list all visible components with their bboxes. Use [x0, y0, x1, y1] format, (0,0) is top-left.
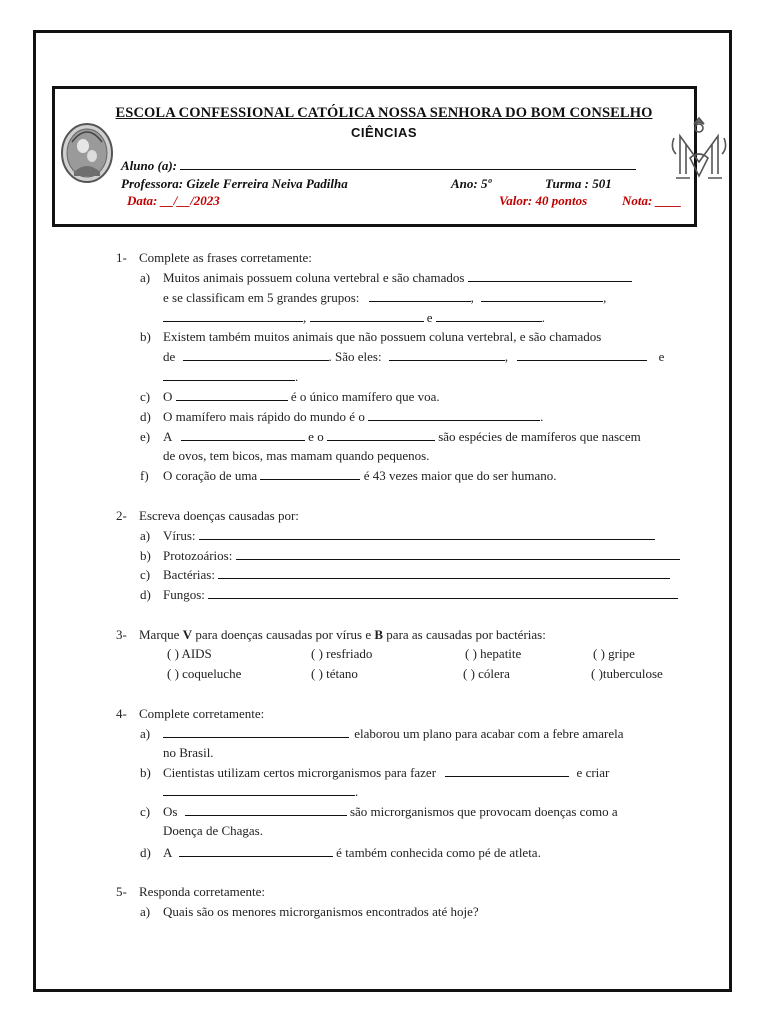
answer-blank[interactable]	[181, 429, 305, 441]
answer-blank[interactable]	[199, 528, 655, 540]
disease-category-label: Bactérias:	[163, 567, 215, 582]
question-number: 4-	[116, 706, 127, 721]
answer-blank[interactable]	[163, 784, 355, 796]
q4b-text-part: Cientistas utilizam certos microrganismos para fazer	[163, 765, 437, 780]
option-aids[interactable]: ( ) AIDS	[167, 646, 212, 661]
q2a-row	[163, 528, 655, 544]
disease-category-label: Protozoários:	[163, 548, 233, 563]
score-value: Valor: 40 pontos	[499, 193, 588, 208]
item-letter: f)	[140, 468, 149, 483]
q1b-text-line3: .	[163, 369, 298, 385]
q1a-text-part: e se classificam em 5 grandes grupos:	[163, 290, 360, 305]
item-letter: e)	[140, 429, 151, 444]
q1c-text-part: é o único mamífero que voa.	[290, 389, 440, 404]
answer-blank[interactable]	[179, 845, 333, 857]
q1b-text-part: de	[163, 349, 176, 364]
answer-blank[interactable]	[436, 310, 542, 322]
option-gripe[interactable]: ( ) gripe	[593, 646, 635, 661]
q1f-text-part: O coração de uma	[163, 468, 258, 483]
answer-blank[interactable]	[163, 726, 349, 738]
question-number: 5-	[116, 884, 127, 899]
question-number: 2-	[116, 508, 127, 523]
question-title-part: para as causadas por bactérias:	[386, 627, 546, 642]
answer-blank[interactable]	[208, 587, 678, 599]
item-letter: a)	[140, 270, 151, 285]
item-letter: d)	[140, 409, 151, 424]
answer-blank[interactable]	[327, 429, 435, 441]
item-letter: c)	[140, 567, 151, 582]
q4c-text-part: são microrganismos que provocam doenças como a	[349, 804, 618, 819]
answer-blank[interactable]	[310, 310, 424, 322]
option-hepatite[interactable]: ( ) hepatite	[465, 646, 522, 661]
disease-category-label: Fungos:	[163, 587, 205, 602]
q4a-text-line2: no Brasil.	[163, 745, 214, 760]
answer-blank[interactable]	[236, 548, 680, 560]
question-number: 3-	[116, 627, 127, 642]
virus-marker: V	[182, 627, 193, 642]
q4c-text	[163, 804, 618, 820]
item-letter: d)	[140, 587, 151, 602]
question-title	[139, 627, 546, 643]
question-title-part: para doenças causadas por vírus e	[195, 627, 372, 642]
q4d-text	[163, 845, 541, 861]
item-letter: a)	[140, 528, 151, 543]
q1a-text-part: Muitos animais possuem coluna vertebral e são chamados	[163, 270, 465, 285]
q1d-text-part: O mamífero mais rápido do mundo é o	[163, 409, 365, 424]
q1e-text	[163, 429, 641, 445]
item-letter: d)	[140, 845, 151, 860]
conjunction: e	[426, 310, 433, 325]
question-title: Responda corretamente:	[139, 884, 265, 899]
q4b-text-part: e criar	[576, 765, 610, 780]
q4c-text-line2: Doença de Chagas.	[163, 823, 263, 838]
answer-blank[interactable]	[368, 409, 540, 421]
option-resfriado[interactable]: ( ) resfriado	[311, 646, 373, 661]
answer-blank[interactable]	[468, 270, 632, 282]
answer-blank[interactable]	[481, 290, 603, 302]
q1e-text-part: são espécies de mamíferos que nascem	[438, 429, 641, 444]
q1e-text-part: e o	[308, 429, 324, 444]
q2c-row	[163, 567, 670, 583]
q4c-text-part: Os	[163, 804, 178, 819]
q1c-text	[163, 389, 440, 405]
answer-blank[interactable]	[183, 349, 329, 361]
answer-blank[interactable]	[163, 310, 303, 322]
answer-blank[interactable]	[163, 369, 295, 381]
answer-blank[interactable]	[176, 389, 288, 401]
option-coqueluche[interactable]: ( ) coqueluche	[167, 666, 242, 681]
answer-blank[interactable]	[218, 567, 670, 579]
item-letter: a)	[140, 726, 151, 741]
option-tuberculose[interactable]: ( )tuberculose	[591, 666, 663, 681]
question-number: 1-	[116, 250, 127, 265]
question-title-part: Marque	[139, 627, 180, 642]
q4a-text	[163, 726, 624, 742]
grade-field[interactable]: Nota: ____	[622, 193, 682, 208]
question-title: Complete as frases corretamente:	[139, 250, 312, 265]
q4a-text-part: elaborou um plano para acabar com a febre amarela	[354, 726, 624, 741]
answer-blank[interactable]	[517, 349, 647, 361]
q1b-text-line2: de . São eles: , e	[163, 349, 665, 364]
item-letter: a)	[140, 904, 151, 919]
q4b-text-line2: .	[163, 784, 358, 800]
q1a-text	[163, 270, 632, 286]
item-letter: b)	[140, 329, 151, 344]
bacteria-marker: B	[374, 627, 384, 642]
q1f-text-part: é 43 vezes maior que do ser humano.	[363, 468, 557, 483]
q1e-text-line2: de ovos, tem bicos, mas mamam quando pequenos.	[163, 448, 430, 463]
question-title: Complete corretamente:	[139, 706, 265, 721]
q2b-row	[163, 548, 680, 564]
answer-blank[interactable]	[185, 804, 347, 816]
answer-blank[interactable]	[369, 290, 471, 302]
school-name: ESCOLA CONFESSIONAL CATÓLICA NOSSA SENHORA DO BOM CONSELHO	[115, 105, 653, 121]
teacher-name: Professora: Gizele Ferreira Neiva Padilha	[121, 176, 348, 191]
date-field[interactable]: Data: __/__/2023	[127, 193, 220, 208]
option-tetano[interactable]: ( ) tétano	[311, 666, 358, 681]
answer-blank[interactable]	[445, 765, 569, 777]
q4d-text-part: A	[163, 845, 172, 860]
q1c-text-part: O	[163, 389, 173, 404]
q1d-text: O mamífero mais rápido do mundo é o .	[163, 409, 544, 424]
grade-year: Ano: 5º	[451, 176, 492, 191]
answer-blank[interactable]	[260, 468, 360, 480]
subject-title: CIÊNCIAS	[350, 125, 418, 140]
student-name-field[interactable]	[180, 158, 636, 170]
student-name-row	[121, 158, 636, 174]
q1a-text-line2: e se classificam em 5 grandes grupos: , ,	[163, 290, 607, 305]
class-number: Turma : 501	[545, 176, 612, 191]
disease-category-label: Vírus:	[163, 528, 196, 543]
item-letter: b)	[140, 765, 151, 780]
student-label: Aluno (a):	[121, 158, 177, 173]
item-letter: b)	[140, 548, 151, 563]
q1e-text-part: A	[163, 429, 172, 444]
answer-blank[interactable]	[389, 349, 505, 361]
option-colera[interactable]: ( ) cólera	[463, 666, 510, 681]
q1a-text-line3: , e .	[163, 310, 545, 326]
q4b-text	[163, 765, 609, 781]
q1f-text	[163, 468, 556, 484]
q5a-text: Quais são os menores microrganismos encontrados até hoje?	[163, 904, 479, 919]
item-letter: c)	[140, 389, 151, 404]
conjunction: e	[658, 349, 665, 364]
question-title: Escreva doenças causadas por:	[139, 508, 299, 523]
q4d-text-part: é também conhecida como pé de atleta.	[336, 845, 541, 860]
q1b-text-part: . São eles:	[328, 349, 382, 364]
q2d-row	[163, 587, 678, 603]
item-letter: c)	[140, 804, 151, 819]
q1b-text: Existem também muitos animais que não possuem coluna vertebral, e são chamados	[163, 329, 602, 344]
